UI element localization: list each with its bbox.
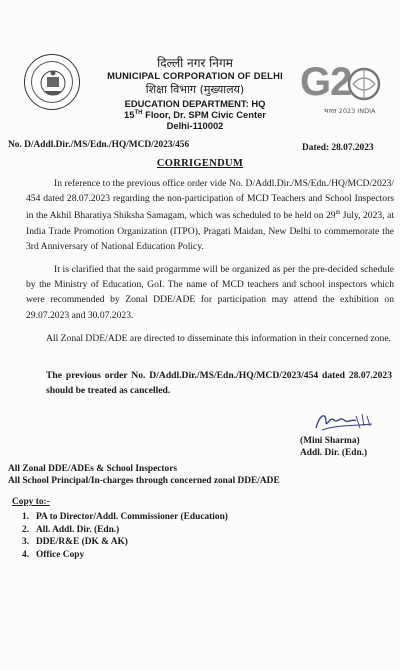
paragraph-reference: In reference to the previous office order vide No. D/Addl.Dir./MS/Edn./HQ/MCD/2023/ 454 dated 28.07.2023 regarding the non-participation of MCD Teachers and School Inspectors in the Akhil Bharatiya Shiksha Samagam, which was scheduled to be held on 29th July, 2023, at India Trade Promotion Organization (ITPO), Pragati Maidan, New Delhi to commemorate the 3rd Anniversary of National Education Policy. [26, 178, 394, 252]
g20-logo-subtext: भारत 2023 INDIA [324, 107, 376, 115]
paragraph-clarification: It is clarified that the said progarmme will be organized as per the pre-decided schedule by the Ministry of Education, GoI. The name of MCD teachers and school inspectors which were recommended by Zonal DDE/ADE for participation may attend the exhibition on 29.07.2023 and 30.07.2023. [26, 264, 394, 321]
paragraph-cancellation: The previous order No. D/Addl.Dir./MS/Edn./HQ/MCD/2023/454 dated 28.07.2023 should be treated as cancelled. [46, 370, 392, 397]
emblem-icon [25, 55, 81, 111]
header-department: EDUCATION DEPARTMENT: HQ [124, 98, 266, 109]
g20-logo-text: G2 [300, 60, 352, 104]
list-item: 2. All. Addl. Dir. (Edn.) [22, 524, 120, 535]
reference-number: No. D/Addl.Dir./MS/Edn./HQ/MCD/2023/456 [8, 140, 190, 150]
paragraph-directive: All Zonal DDE/ADE are directed to disseminate this information in their concerned zone. [46, 333, 392, 344]
list-item: 3. DDE/R&E (DK & AK) [22, 537, 128, 547]
signatory-name: (Mini Sharma) [300, 436, 360, 446]
header-corporation: MUNICIPAL CORPORATION OF DELHI [107, 70, 283, 81]
mcd-emblem-seal [24, 54, 80, 110]
copy-to-heading: Copy to:- [12, 497, 50, 507]
document-title: CORRIGENDUM [156, 158, 244, 169]
header-hindi-department: शिक्षा विभाग (मुख्यालय) [145, 83, 245, 96]
list-item: 1. PA to Director/Addl. Commissioner (Education) [22, 512, 228, 522]
lotus-globe-icon [346, 64, 382, 104]
reference-date: Dated: 28.07.2023 [302, 143, 374, 153]
distribution-line: All School Principal/In-charges through concerned zonal DDE/ADE [8, 476, 280, 486]
header-address: 15TH Floor, Dr. SPM Civic Center [124, 109, 266, 120]
g20-logo [300, 60, 382, 120]
handwritten-signature [312, 408, 376, 436]
distribution-line: All Zonal DDE/ADEs & School Inspectors [8, 464, 178, 474]
list-item: 4. Office Copy [22, 549, 85, 560]
signatory-designation: Addl. Dir. (Edn.) [300, 448, 368, 458]
copy-to-list [22, 511, 228, 561]
header-city: Delhi-110002 [166, 120, 224, 131]
header-hindi-title: दिल्ली नगर निगम [157, 56, 233, 70]
